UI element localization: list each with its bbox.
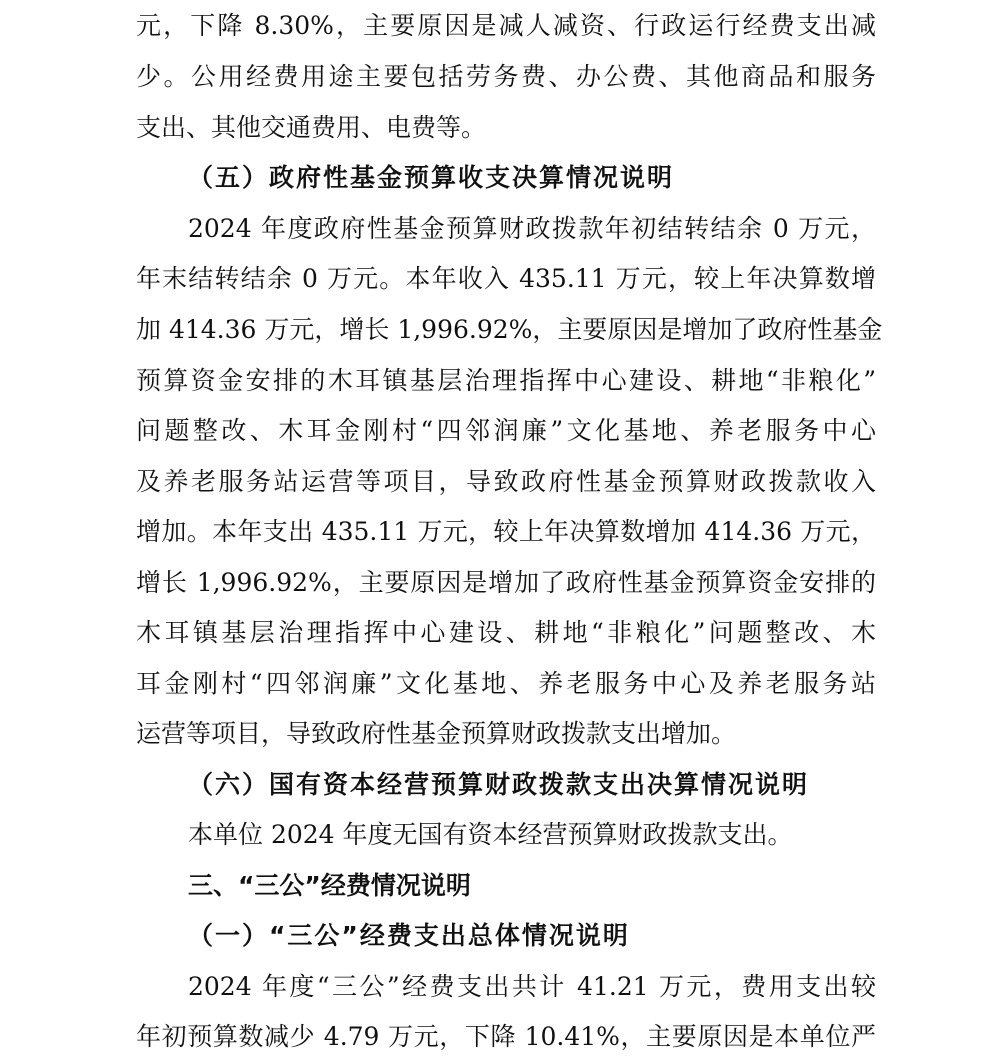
paragraph-line: 2024 年度政府性基金预算财政拨款年初结转结余 0 万元， [188, 214, 876, 243]
paragraph-line: 年初预算数减少 4.79 万元，下降 10.41%，主要原因是本单位严 [136, 1022, 876, 1051]
paragraph-line: 加 414.36 万元，增长 1,996.92%，主要原因是增加了政府性基金 [136, 315, 883, 344]
paragraph-line: 耳金刚村“四邻润廉”文化基地、养老服务中心及养老服务站 [136, 669, 876, 698]
paragraph-line: 增长 1,996.92%，主要原因是增加了政府性基金预算资金安排的 [136, 568, 876, 597]
paragraph-line: 运营等项目，导致政府性基金预算财政拨款支出增加。 [136, 719, 737, 748]
paragraph-line: 木耳镇基层治理指挥中心建设、耕地“非粮化”问题整改、木 [136, 618, 876, 647]
paragraph-line: 年末结转结余 0 万元。本年收入 435.11 万元，较上年决算数增 [136, 264, 876, 293]
section-heading-6: （六）国有资本经营预算财政拨款支出决算情况说明 [188, 770, 810, 799]
paragraph-line: 及养老服务站运营等项目，导致政府性基金预算财政拨款收入 [136, 467, 876, 496]
paragraph-line: 预算资金安排的木耳镇基层治理指挥中心建设、耕地“非粮化” [136, 366, 876, 395]
section-heading-3-1: （一）“三公”经费支出总体情况说明 [188, 921, 630, 950]
paragraph-line: 增加。本年支出 435.11 万元，较上年决算数增加 414.36 万元， [136, 517, 876, 546]
chapter-heading-3: 三、“三公”经费情况说明 [188, 871, 471, 900]
paragraph-line: 少。公用经费用途主要包括劳务费、办公费、其他商品和服务 [136, 62, 876, 91]
paragraph-line: 2024 年度“三公”经费支出共计 41.21 万元，费用支出较 [188, 972, 876, 1001]
paragraph-line: 支出、其他交通费用、电费等。 [136, 113, 487, 142]
paragraph-line: 本单位 2024 年度无国有资本经营预算财政拨款支出。 [188, 820, 793, 849]
paragraph-line: 问题整改、木耳金刚村“四邻润廉”文化基地、养老服务中心 [136, 416, 876, 445]
section-heading-5: （五）政府性基金预算收支决算情况说明 [188, 163, 675, 192]
paragraph-line: 元，下降 8.30%，主要原因是减人减资、行政运行经费支出减 [136, 11, 876, 40]
